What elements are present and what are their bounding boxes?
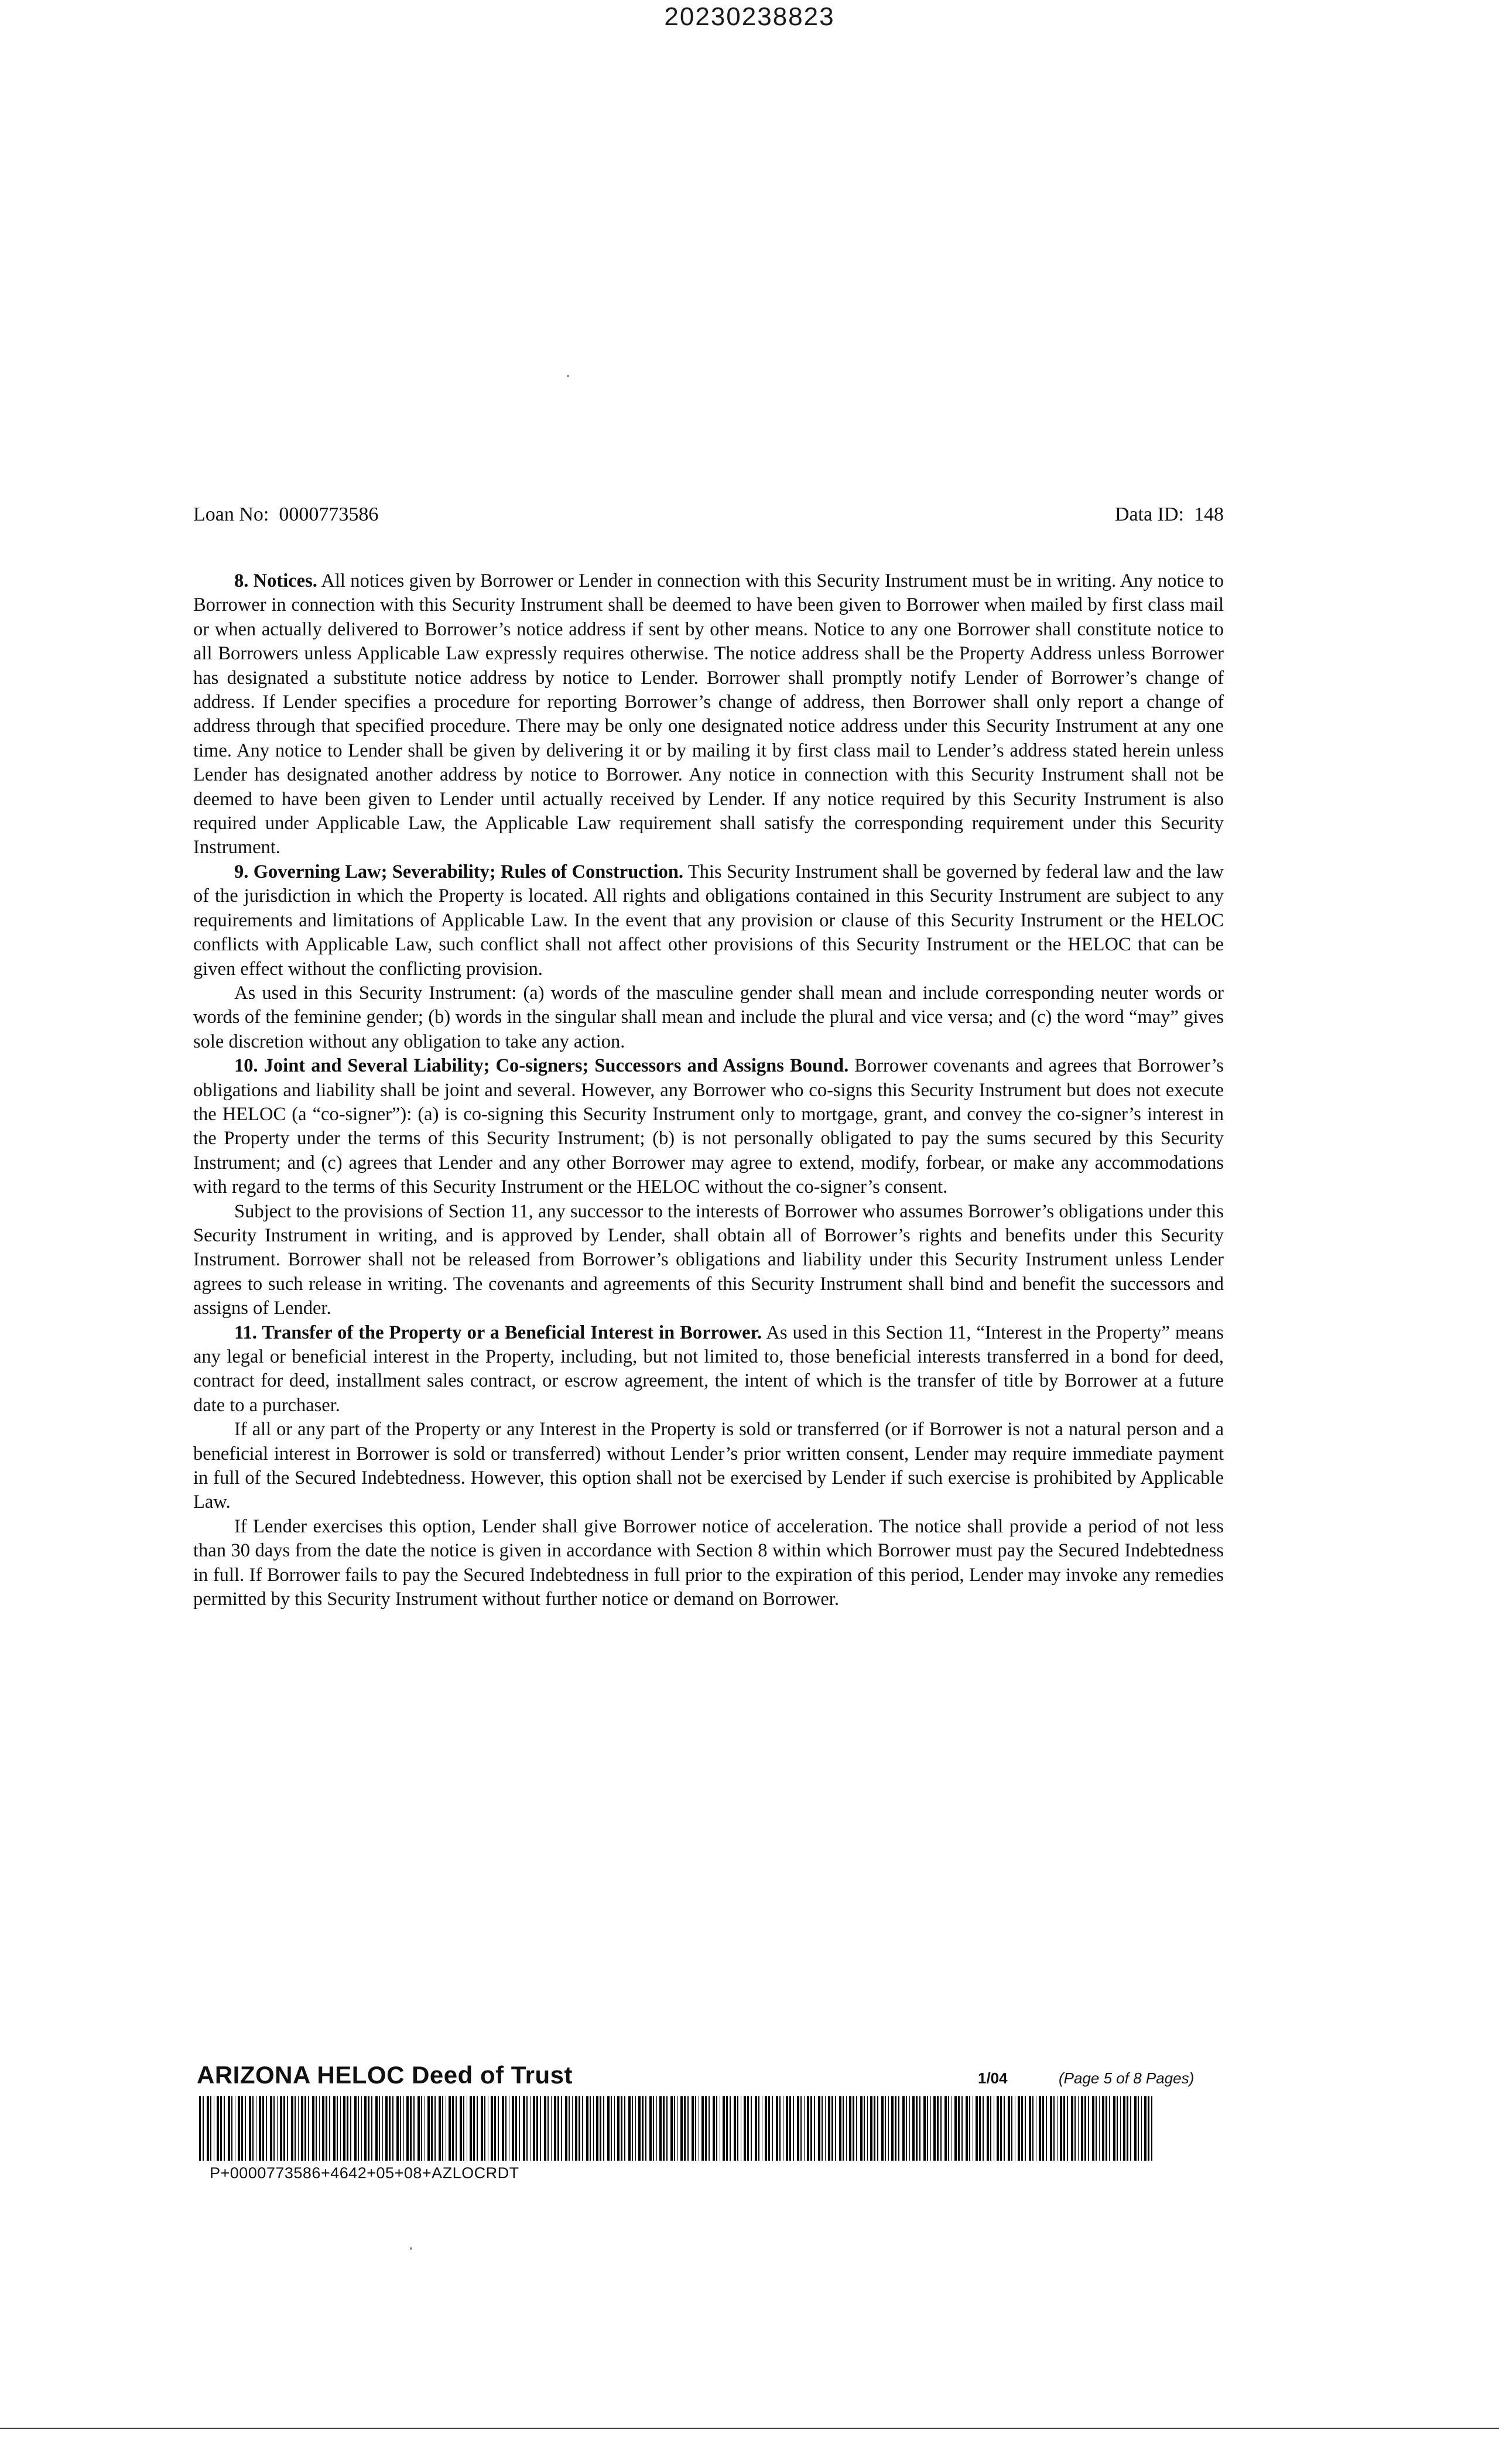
scan-speck bbox=[410, 2247, 412, 2250]
barcode bbox=[199, 2096, 1154, 2161]
section-text: Borrower covenants and agrees that Borrower’s obligations and liability shall be joint and several. However, any Borrower who co-signs this Security Instrument but does not execute the HELOC (a “co-signer”): (a) is co-signing this Security Instrument only to mortgage, grant, and convey the co-signer’s interest in the Property under the terms of this Security Instrument; (b) is not personally obligated to pay the sums secured by this Security Instrument; and (c) agrees that Lender and any other Borrower may agree to extend, modify, forbear, or make any accommodations with regard to the terms of this Security Instrument or the HELOC without the co-signer’s consent. bbox=[193, 1055, 1224, 1198]
section-11-transfer bbox=[193, 1321, 1224, 1418]
form-title: ARIZONA HELOC Deed of Trust bbox=[197, 2061, 573, 2089]
loan-number bbox=[193, 504, 378, 526]
page-header bbox=[193, 504, 1224, 533]
section-text: This Security Instrument shall be governed by federal law and the law of the jurisdiction in which the Property is located. All rights and obligations contained in this Security Instrument are subject to any requirements and limitations of Applicable Law. In the event that any provision or clause of this Security Instrument or the HELOC conflicts with Applicable Law, such conflict shall not affect other provisions of this Security Instrument or the HELOC that can be given effect without the conflicting provision. bbox=[193, 861, 1224, 980]
data-id-value: 148 bbox=[1194, 504, 1224, 525]
section-text: All notices given by Borrower or Lender in connection with this Security Instrument must be in writing. Any notice to Borrower in connection with this Security Instrument shall be deemed to have been given to Borrower when mailed by first class mail or when actually delivered to Borrower’s notice address if sent by other means. Notice to any one Borrower shall constitute notice to all Borrowers unless Applicable Law expressly requires otherwise. The notice address shall be the Property Address unless Borrower has designated a substitute notice address by notice to Lender. Borrower shall promptly notify Lender of Borrower’s change of address. If Lender specifies a procedure for reporting Borrower’s change of address, then Borrower shall only report a change of address through that specified procedure. There may be only one designated notice address under this Security Instrument at any one time. Any notice to Lender shall be given by delivering it or by mailing it by first class mail to Lender’s address stated herein unless Lender has designated another address by notice to Borrower. Any notice in connection with this Security Instrument shall not be deemed to have been given to Lender until actually received by Lender. If any notice required by this Security Instrument is also required under Applicable Law, the Applicable Law requirement shall satisfy the corresponding requirement under this Security Instrument. bbox=[193, 570, 1224, 858]
section-heading: 10. Joint and Several Liability; Co-signers; Successors and Assigns Bound. bbox=[234, 1055, 849, 1077]
data-id bbox=[1115, 504, 1224, 526]
recording-number: 20230238823 bbox=[664, 2, 835, 31]
document-body bbox=[193, 569, 1224, 1611]
section-heading: 8. Notices. bbox=[234, 570, 317, 591]
section-heading: 9. Governing Law; Severability; Rules of Construction. bbox=[234, 861, 684, 882]
form-version: 1/04 bbox=[978, 2069, 1008, 2087]
section-heading: 11. Transfer of the Property or a Beneficial Interest in Borrower. bbox=[234, 1322, 762, 1343]
scan-speck bbox=[567, 375, 569, 377]
section-11-acceleration-right: If all or any part of the Property or any Interest in the Property is sold or transferred (or if Borrower is not a natural person and a beneficial interest in Borrower is sold or transferred) without Lender’s prior written consent, Lender may require immediate payment in full of the Secured Indebtedness. However, this option shall not be exercised by Lender if such exercise is prohibited by Applicable Law. bbox=[193, 1419, 1224, 1513]
section-11-notice-of-acceleration: If Lender exercises this option, Lender shall give Borrower notice of acceleration. The notice shall provide a period of not less than 30 days from the date the notice is given in accordance with Section 8 within which Borrower must pay the Secured Indebtedness in full. If Borrower fails to pay the Secured Indebtedness in full prior to the expiration of this period, Lender may invoke any remedies permitted by this Security Instrument without further notice or demand on Borrower. bbox=[193, 1515, 1224, 1610]
data-id-label: Data ID: bbox=[1114, 504, 1184, 525]
section-8-notices bbox=[193, 569, 1224, 860]
loan-value: 0000773586 bbox=[279, 504, 379, 525]
section-9-governing-law bbox=[193, 860, 1224, 981]
loan-label: Loan No: bbox=[193, 504, 269, 525]
section-text: As used in this Section 11, “Interest in the Property” means any legal or beneficial interest in the Property, including, but not limited to, those beneficial interests transferred in a bond for deed, contract for deed, installment sales contract, or escrow agreement, the intent of which is the transfer of title by Borrower at a future date to a purchaser. bbox=[193, 1322, 1224, 1416]
page-indicator: (Page 5 of 8 Pages) bbox=[1059, 2069, 1195, 2087]
barcode-text: P+0000773586+4642+05+08+AZLOCRDT bbox=[210, 2164, 519, 2182]
section-10-liability bbox=[193, 1054, 1224, 1199]
section-9-construction: As used in this Security Instrument: (a) words of the masculine gender shall mean and include corresponding neuter words or words of the feminine gender; (b) words in the singular shall mean and include the plural and vice versa; and (c) the word “may” gives sole discretion without any obligation to take any action. bbox=[193, 982, 1224, 1052]
section-10-successors: Subject to the provisions of Section 11, any successor to the interests of Borrower who assumes Borrower’s obligations under this Security Instrument in writing, and is approved by Lender, shall obtain all of Borrower’s rights and benefits under this Security Instrument. Borrower shall not be released from Borrower’s obligations and liability under this Security Instrument unless Lender agrees to such release in writing. The covenants and agreements of this Security Instrument shall bind and benefit the successors and assigns of Lender. bbox=[193, 1200, 1224, 1319]
scan-edge-line bbox=[0, 2428, 1499, 2429]
